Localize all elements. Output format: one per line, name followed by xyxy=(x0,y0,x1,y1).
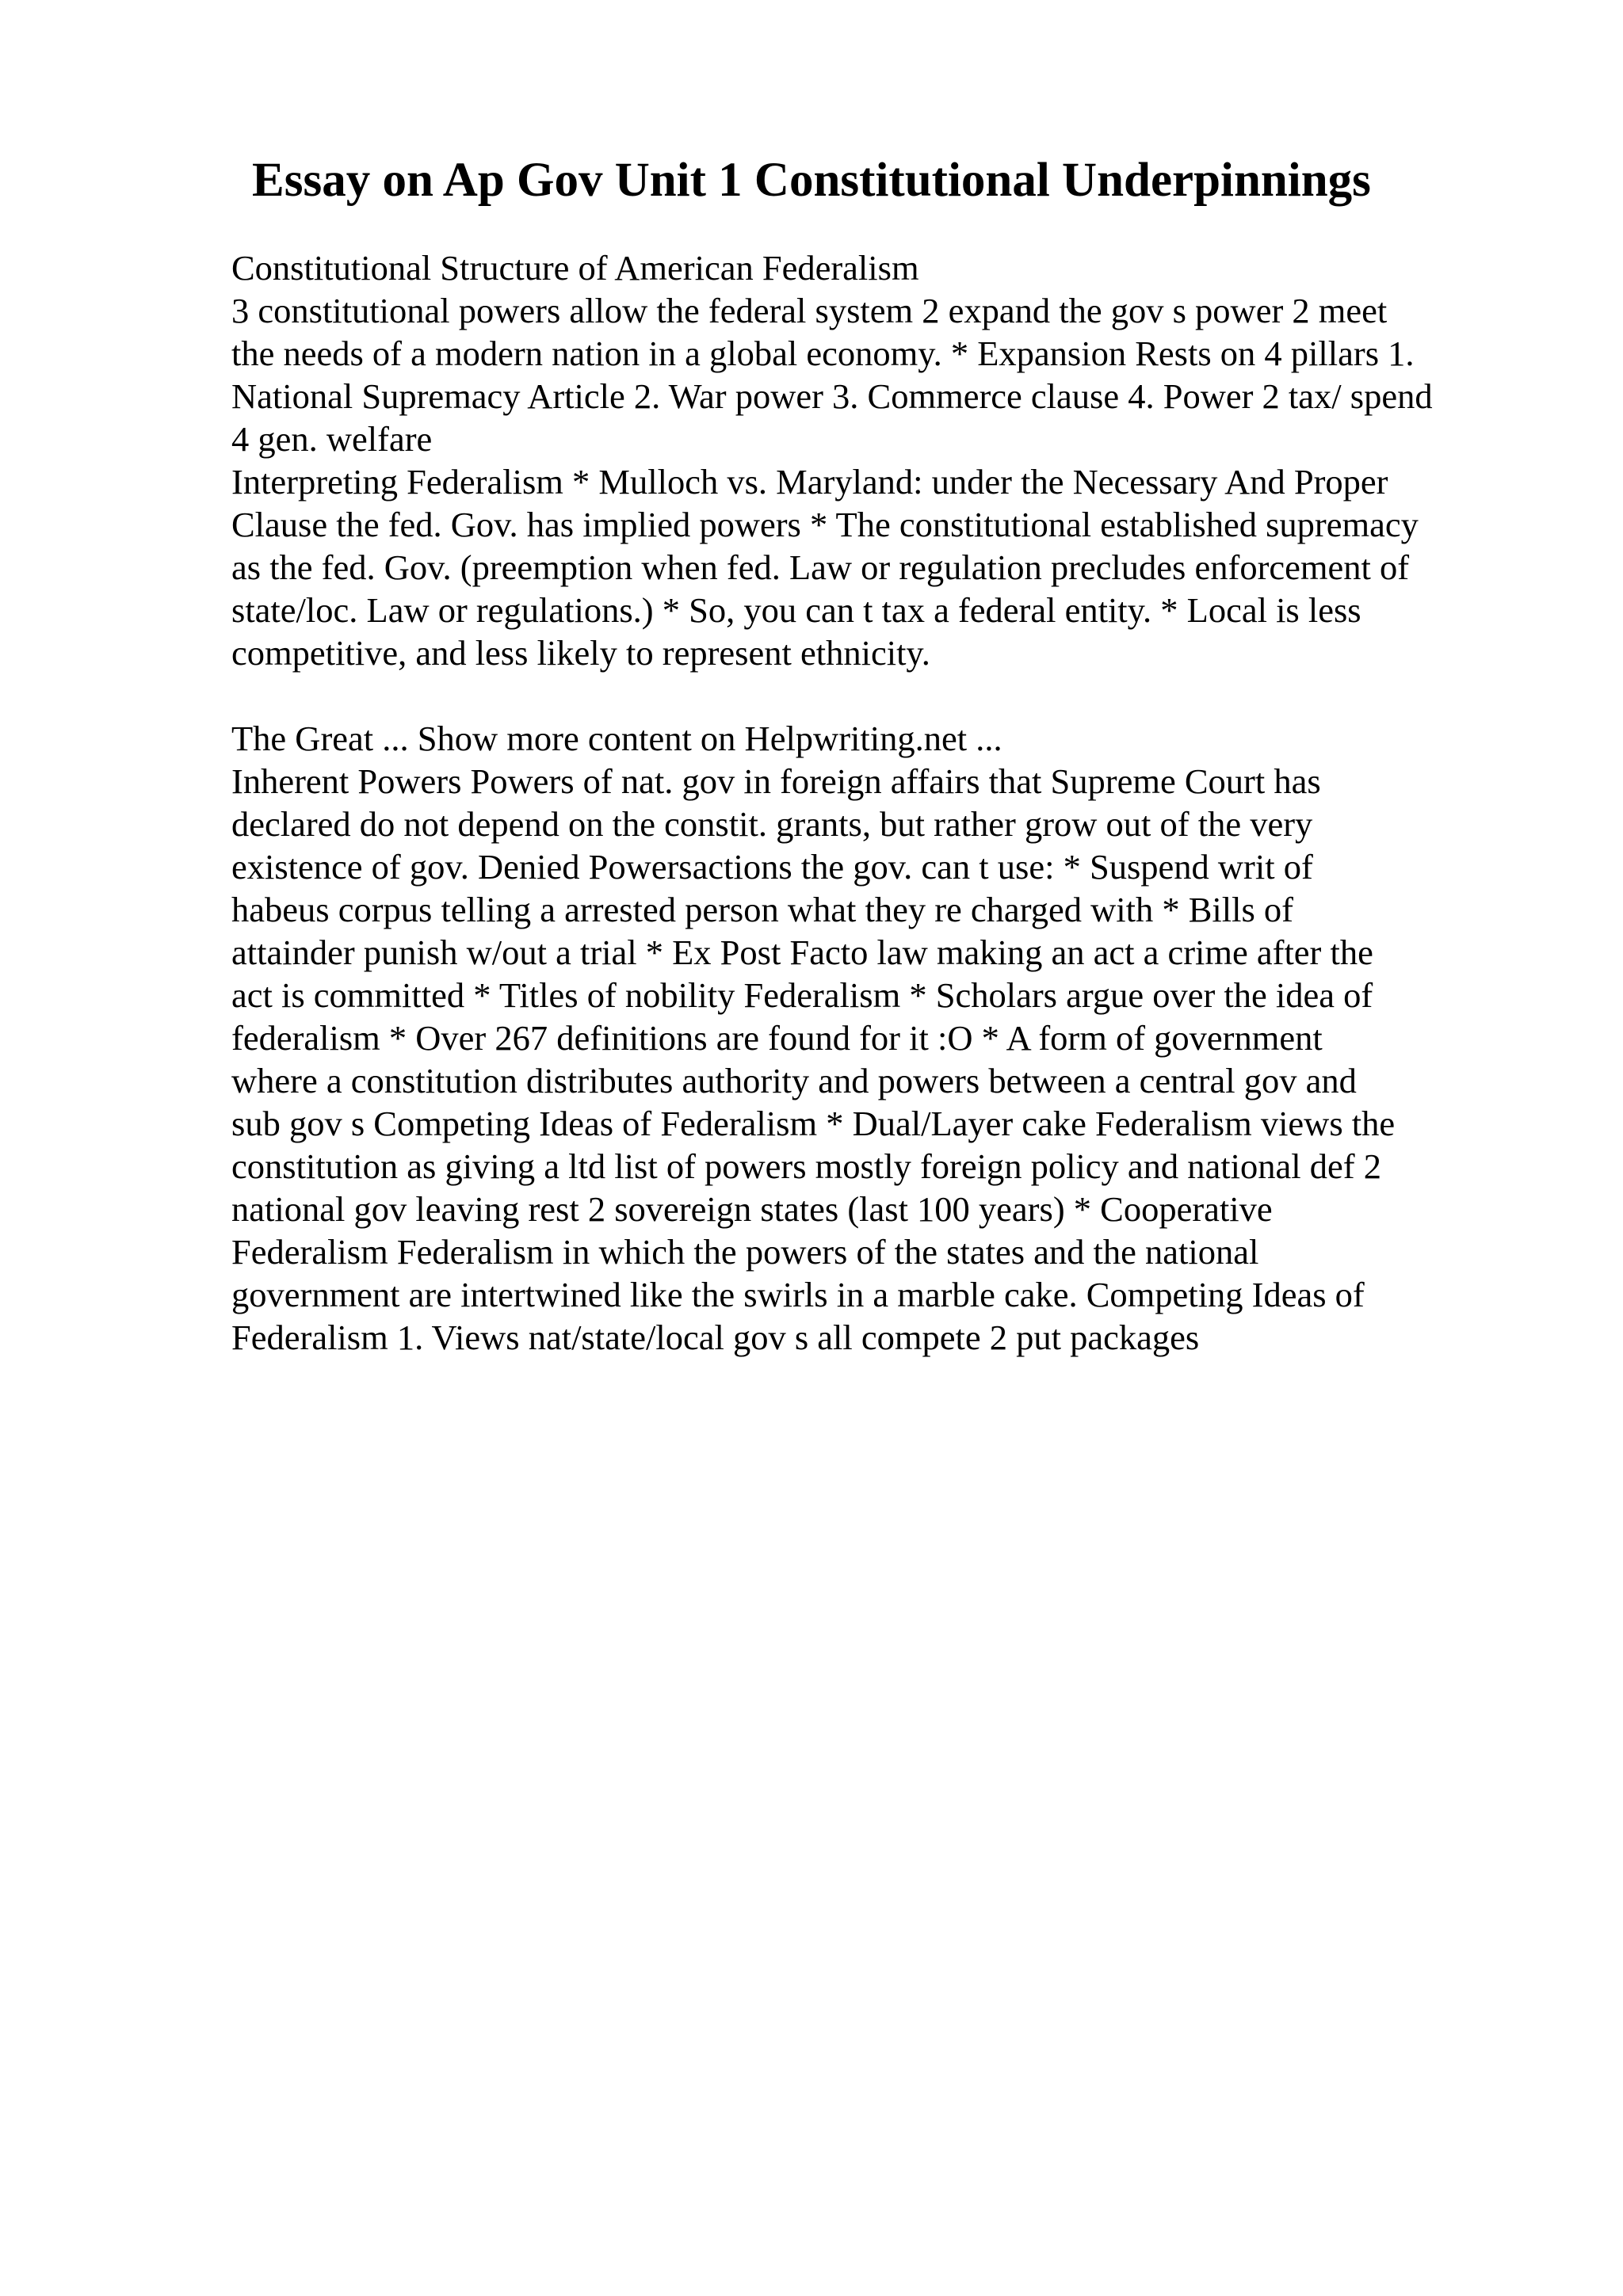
text-line: National Supremacy Article 2. War power 3. Commerce clause 4. Power 2 tax/ spend xyxy=(231,376,1433,416)
text-line: act is committed * Titles of nobility Federalism * Scholars argue over the idea of xyxy=(231,975,1373,1015)
text-line: state/loc. Law or regulations.) * So, you can t tax a federal entity. * Local is less xyxy=(231,590,1361,630)
text-line: competitive, and less likely to represent ethnicity. xyxy=(231,633,930,673)
text-line: 3 constitutional powers allow the federal system 2 expand the gov s power 2 meet xyxy=(231,291,1388,330)
document-title: Essay on Ap Gov Unit 1 Constitutional Underpinnings xyxy=(252,154,1371,207)
text-line: Interpreting Federalism * Mulloch vs. Maryland: under the Necessary And Proper xyxy=(231,462,1388,502)
text-line: habeus corpus telling a arrested person what they re charged with * Bills of xyxy=(231,890,1293,929)
text-line: where a constitution distributes authority and powers between a central gov and xyxy=(231,1061,1357,1100)
text-line: existence of gov. Denied Powersactions the gov. can t use: * Suspend writ of xyxy=(231,847,1313,887)
text-line: Federalism Federalism in which the powers of the states and the national xyxy=(231,1232,1259,1272)
text-line: federalism * Over 267 definitions are found for it :O * A form of government xyxy=(231,1018,1323,1058)
text-line: constitution as giving a ltd list of powers mostly foreign policy and national def 2 xyxy=(231,1146,1381,1186)
text-line: Constitutional Structure of American Federalism xyxy=(231,248,919,288)
text-line: declared do not depend on the constit. grants, but rather grow out of the very xyxy=(231,804,1313,844)
text-line: The Great ... Show more content on Helpwriting.net ... xyxy=(231,719,1002,758)
text-line: government are intertwined like the swirls in a marble cake. Competing Ideas of xyxy=(231,1275,1365,1314)
text-line: attainder punish w/out a trial * Ex Post Facto law making an act a crime after the xyxy=(231,933,1373,972)
text-line: Clause the fed. Gov. has implied powers * The constitutional established supremacy xyxy=(231,505,1419,544)
text-line: national gov leaving rest 2 sovereign states (last 100 years) * Cooperative xyxy=(231,1189,1273,1229)
text-line: the needs of a modern nation in a global economy. * Expansion Rests on 4 pillars 1. xyxy=(231,334,1415,373)
text-line: sub gov s Competing Ideas of Federalism * Dual/Layer cake Federalism views the xyxy=(231,1104,1396,1143)
text-line: as the fed. Gov. (preemption when fed. Law or regulation precludes enforcement of xyxy=(231,547,1410,587)
text-line: 4 gen. welfare xyxy=(231,419,433,459)
text-line: Inherent Powers Powers of nat. gov in foreign affairs that Supreme Court has xyxy=(231,761,1321,801)
text-line: Federalism 1. Views nat/state/local gov s all compete 2 put packages xyxy=(231,1318,1200,1357)
